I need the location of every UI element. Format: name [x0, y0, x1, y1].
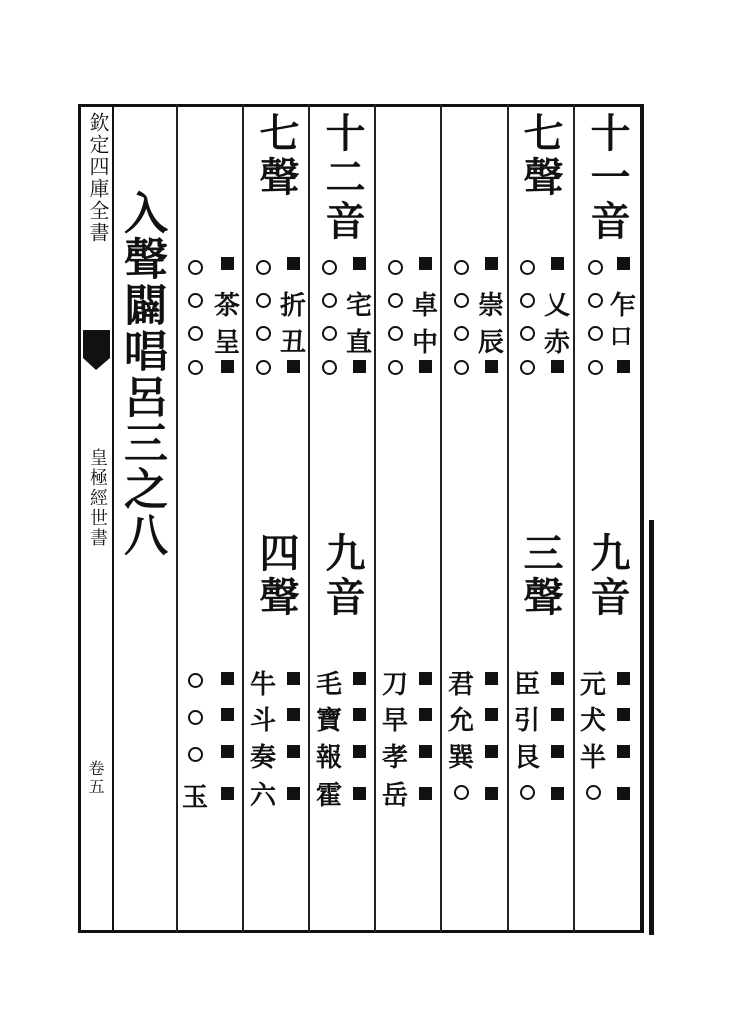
- margin-book-title: 皇極經世書: [87, 448, 108, 548]
- col6-upper-char: 丑: [280, 328, 307, 358]
- empty-circle: [588, 326, 603, 341]
- col7-upper-char: 茶: [214, 291, 241, 321]
- empty-circle: [322, 293, 337, 308]
- col5-lower-char: 毛: [316, 670, 343, 700]
- col7-upper-char: 呈: [214, 328, 241, 358]
- col1-lower-char: 半: [580, 743, 607, 773]
- empty-circle: [188, 747, 203, 762]
- empty-circle: [188, 710, 203, 725]
- col1-upper-char: 口: [610, 324, 633, 350]
- empty-circle: [520, 785, 535, 800]
- col6-lower-char: 奏: [250, 743, 277, 773]
- col4-lower-char: 早: [382, 706, 409, 736]
- col6-lower-heading: 四聲: [253, 532, 300, 620]
- filled-square: [485, 787, 498, 800]
- filled-square: [617, 787, 630, 800]
- col6-lower-char: 六: [250, 781, 277, 811]
- frame-right-border: [640, 104, 644, 933]
- col5-lower-char: 寶: [316, 706, 343, 736]
- filled-square: [221, 257, 234, 270]
- col5-lower-char: 霍: [316, 781, 343, 811]
- empty-circle: [520, 293, 535, 308]
- empty-circle: [454, 785, 469, 800]
- empty-circle: [256, 260, 271, 275]
- filled-square: [221, 672, 234, 685]
- filled-square: [551, 257, 564, 270]
- filled-square: [551, 745, 564, 758]
- filled-square: [551, 360, 564, 373]
- filled-square: [419, 360, 432, 373]
- margin-page-number: 卷五: [86, 760, 105, 796]
- col5-upper-heading: 十二音: [319, 112, 366, 244]
- filled-square: [221, 787, 234, 800]
- filled-square: [221, 708, 234, 721]
- filled-square: [287, 360, 300, 373]
- filled-square: [485, 257, 498, 270]
- col3-lower-char: 允: [448, 706, 475, 736]
- empty-circle: [188, 673, 203, 688]
- empty-circle: [188, 260, 203, 275]
- column-divider: [507, 104, 509, 933]
- frame-right-outer-border: [649, 520, 654, 935]
- column-divider: [176, 104, 178, 933]
- filled-square: [485, 708, 498, 721]
- col1-lower-char: 犬: [580, 706, 607, 736]
- col3-lower-char: 君: [448, 670, 475, 700]
- filled-square: [353, 257, 366, 270]
- col7-lower-char: 玉: [182, 783, 209, 813]
- column-divider: [242, 104, 244, 933]
- filled-square: [353, 787, 366, 800]
- col1-lower-char: 元: [580, 670, 607, 700]
- empty-circle: [454, 293, 469, 308]
- filled-square: [287, 672, 300, 685]
- col5-lower-heading: 九音: [319, 532, 366, 620]
- frame-top-border: [78, 104, 643, 107]
- filled-square: [419, 257, 432, 270]
- empty-circle: [388, 293, 403, 308]
- empty-circle: [388, 326, 403, 341]
- col2-upper-heading: 七聲: [517, 112, 564, 200]
- column-divider: [573, 104, 575, 933]
- filled-square: [485, 745, 498, 758]
- filled-square: [419, 708, 432, 721]
- filled-square: [353, 360, 366, 373]
- filled-square: [221, 360, 234, 373]
- empty-circle: [454, 260, 469, 275]
- filled-square: [617, 672, 630, 685]
- col4-upper-char: 卓: [412, 291, 439, 321]
- empty-circle: [454, 326, 469, 341]
- col3-lower-char: 巽: [448, 743, 475, 773]
- col6-upper-char: 折: [280, 291, 307, 321]
- empty-circle: [588, 260, 603, 275]
- empty-circle: [520, 326, 535, 341]
- empty-circle: [588, 360, 603, 375]
- col4-lower-char: 岳: [382, 781, 409, 811]
- col6-upper-heading: 七聲: [253, 112, 300, 200]
- col1-upper-char: 乍: [610, 291, 637, 321]
- filled-square: [353, 745, 366, 758]
- section-title: 入聲闢唱呂三之八: [116, 190, 167, 558]
- empty-circle: [588, 293, 603, 308]
- empty-circle: [188, 293, 203, 308]
- fish-tail-ornament: [83, 330, 110, 370]
- col4-lower-char: 刀: [382, 670, 409, 700]
- empty-circle: [520, 260, 535, 275]
- col4-upper-char: 中: [412, 328, 439, 358]
- frame-left-border: [78, 104, 81, 933]
- col2-lower-char: 臣: [514, 670, 541, 700]
- filled-square: [419, 787, 432, 800]
- empty-circle: [188, 326, 203, 341]
- filled-square: [485, 672, 498, 685]
- filled-square: [353, 672, 366, 685]
- empty-circle: [256, 293, 271, 308]
- col3-upper-char: 辰: [478, 328, 505, 358]
- empty-circle: [388, 360, 403, 375]
- frame-bottom-border: [78, 930, 643, 933]
- col2-lower-char: 引: [514, 706, 541, 736]
- column-divider: [440, 104, 442, 933]
- empty-circle: [322, 360, 337, 375]
- col4-lower-char: 孝: [382, 743, 409, 773]
- filled-square: [287, 787, 300, 800]
- filled-square: [617, 360, 630, 373]
- filled-square: [287, 745, 300, 758]
- empty-circle: [586, 785, 601, 800]
- filled-square: [419, 745, 432, 758]
- col1-upper-heading: 十一音: [584, 112, 631, 244]
- column-divider: [374, 104, 376, 933]
- col5-lower-char: 報: [316, 743, 343, 773]
- filled-square: [221, 745, 234, 758]
- filled-square: [287, 257, 300, 270]
- filled-square: [617, 708, 630, 721]
- empty-circle: [520, 360, 535, 375]
- filled-square: [419, 672, 432, 685]
- filled-square: [485, 360, 498, 373]
- empty-circle: [188, 360, 203, 375]
- empty-circle: [322, 260, 337, 275]
- col2-lower-heading: 三聲: [517, 532, 564, 620]
- col6-lower-char: 斗: [250, 706, 277, 736]
- col2-upper-char: 乂: [544, 291, 571, 321]
- filled-square: [353, 708, 366, 721]
- col5-upper-char: 直: [346, 328, 373, 358]
- empty-circle: [388, 260, 403, 275]
- col2-upper-char: 赤: [544, 328, 571, 358]
- empty-circle: [256, 326, 271, 341]
- col2-lower-char: 艮: [514, 743, 541, 773]
- filled-square: [617, 745, 630, 758]
- filled-square: [617, 257, 630, 270]
- empty-circle: [322, 326, 337, 341]
- filled-square: [551, 787, 564, 800]
- filled-square: [551, 708, 564, 721]
- margin-top-label: 欽定四庫全書: [86, 112, 110, 244]
- filled-square: [551, 672, 564, 685]
- empty-circle: [256, 360, 271, 375]
- col6-lower-char: 牛: [250, 670, 277, 700]
- column-divider: [308, 104, 310, 933]
- filled-square: [287, 708, 300, 721]
- col1-lower-heading: 九音: [584, 532, 631, 620]
- col5-upper-char: 宅: [346, 291, 373, 321]
- empty-circle: [454, 360, 469, 375]
- col3-upper-char: 崇: [478, 291, 505, 321]
